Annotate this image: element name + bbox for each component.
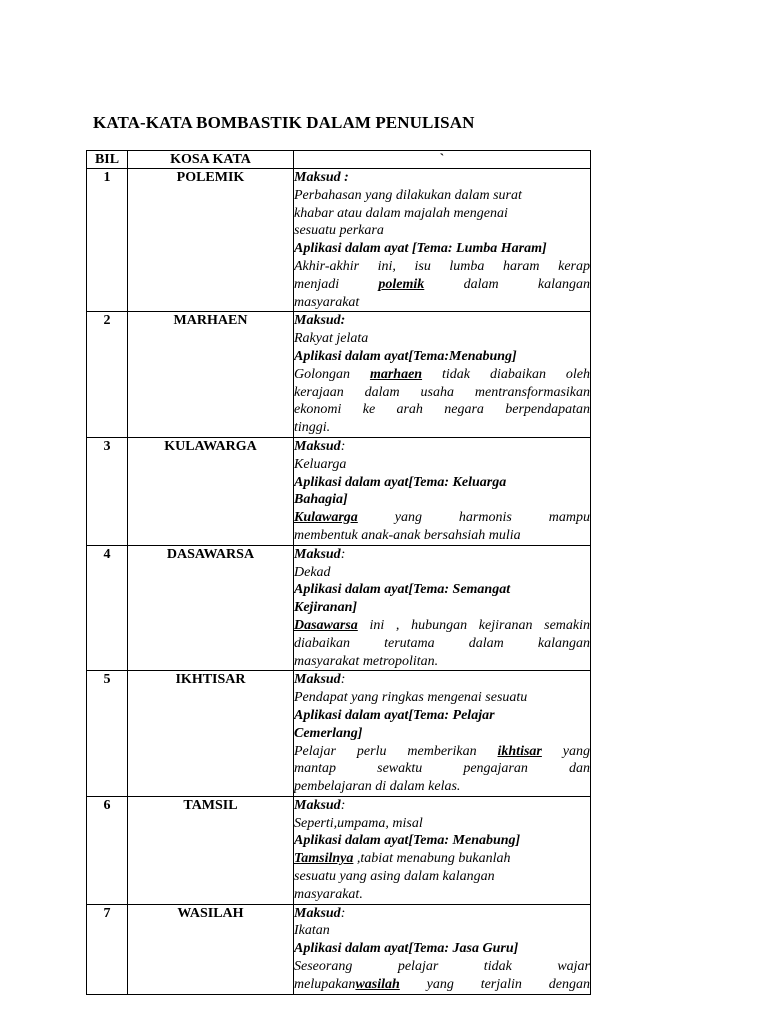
vocab-word: TAMSIL bbox=[128, 796, 294, 904]
table-header-row bbox=[87, 151, 591, 169]
aplikasi-label: Aplikasi dalam ayat[Tema: Semangat bbox=[294, 582, 511, 598]
maksud-line: Ikatan bbox=[294, 923, 330, 939]
keyword: marhaen bbox=[369, 366, 423, 382]
aplikasi-label: Bahagia] bbox=[294, 492, 348, 508]
example-line: Seseorang pelajar tidak wajar bbox=[294, 959, 590, 975]
table-row bbox=[87, 437, 591, 545]
word-description bbox=[294, 545, 591, 671]
keyword: ikhtisar bbox=[497, 743, 542, 759]
example-line: membentuk anak-anak bersahsiah mulia bbox=[294, 527, 521, 543]
example-line: Pelajar perlu memberikan ikhtisar yang bbox=[294, 743, 590, 759]
table-row bbox=[87, 904, 591, 994]
table-row bbox=[87, 169, 591, 312]
header-kosa-kata: KOSA KATA bbox=[128, 151, 294, 169]
example-line: Akhir-akhir ini, isu lumba haram kerap bbox=[294, 258, 590, 274]
vocab-word: POLEMIK bbox=[128, 169, 294, 312]
example-line: Tamsilnya ,tabiat menabung bukanlah bbox=[294, 851, 511, 867]
keyword: polemik bbox=[378, 276, 425, 292]
aplikasi-label: Kejiranan] bbox=[294, 600, 358, 616]
maksud-label: Maksud : bbox=[294, 170, 349, 185]
aplikasi-label: Cemerlang] bbox=[294, 725, 363, 741]
vocab-word: IKHTISAR bbox=[128, 671, 294, 797]
maksud-line: Rakyat jelata bbox=[294, 331, 369, 347]
example-line: melupakanwasilah yang terjalin dengan bbox=[294, 976, 590, 992]
aplikasi-label: Aplikasi dalam ayat[Tema: Jasa Guru] bbox=[294, 941, 519, 957]
row-number: 1 bbox=[87, 169, 128, 312]
aplikasi-label: Aplikasi dalam ayat[Tema: Menabung] bbox=[294, 833, 521, 849]
table-row bbox=[87, 796, 591, 904]
maksud-line: Dekad bbox=[294, 564, 331, 580]
maksud-label: Maksud: bbox=[294, 313, 346, 329]
maksud-line: Keluarga bbox=[294, 456, 347, 472]
keyword: Tamsilnya bbox=[294, 851, 354, 867]
example-line: pembelajaran di dalam kelas. bbox=[294, 779, 461, 795]
maksud-label: Maksud: bbox=[294, 672, 346, 688]
document-title: KATA-KATA BOMBASTIK DALAM PENULISAN bbox=[93, 113, 475, 132]
example-line: diabaikan terutama dalam kalangan bbox=[294, 635, 590, 651]
aplikasi-label: Aplikasi dalam ayat[Tema: Pelajar bbox=[294, 707, 495, 723]
vocab-word: DASAWARSA bbox=[128, 545, 294, 671]
example-line: Golongan marhaen tidak diabaikan oleh bbox=[294, 366, 591, 382]
vocab-word: MARHAEN bbox=[128, 312, 294, 438]
maksud-label: Maksud: bbox=[294, 438, 346, 454]
maksud-label: Maksud: bbox=[294, 797, 346, 813]
row-number: 7 bbox=[87, 904, 128, 994]
aplikasi-label: Aplikasi dalam ayat [Tema: Lumba Haram] bbox=[294, 241, 547, 257]
vocab-word: KULAWARGA bbox=[128, 437, 294, 545]
maksud-label: Maksud: bbox=[294, 905, 346, 921]
vocab-word: WASILAH bbox=[128, 904, 294, 994]
example-line: mantap sewaktu pengajaran dan bbox=[294, 761, 590, 777]
row-number: 4 bbox=[87, 545, 128, 671]
header-bil: BIL bbox=[87, 151, 128, 169]
table-row bbox=[87, 545, 591, 671]
example-line: ekonomi ke arah negara berpendapatan bbox=[294, 402, 590, 418]
example-line: sesuatu yang asing dalam kalangan bbox=[294, 869, 495, 885]
example-line: masyarakat metropolitan. bbox=[294, 653, 439, 669]
keyword: Dasawarsa bbox=[294, 617, 358, 633]
maksud-line: Perbahasan yang dilakukan dalam surat bbox=[294, 187, 522, 203]
row-number: 3 bbox=[87, 437, 128, 545]
header-third: ` bbox=[294, 151, 591, 169]
word-description bbox=[294, 169, 591, 312]
maksud-line: khabar atau dalam majalah mengenai bbox=[294, 205, 508, 221]
example-line: menjadi polemik dalam kalangan bbox=[294, 276, 590, 292]
aplikasi-label: Aplikasi dalam ayat[Tema: Keluarga bbox=[294, 474, 507, 490]
maksud-line: Seperti,umpama, misal bbox=[294, 815, 423, 831]
table-row bbox=[87, 671, 591, 797]
word-description bbox=[294, 904, 591, 994]
keyword: wasilah bbox=[355, 976, 400, 992]
aplikasi-label: Aplikasi dalam ayat[Tema:Menabung] bbox=[294, 348, 517, 364]
row-number: 5 bbox=[87, 671, 128, 797]
table-row bbox=[87, 312, 591, 438]
word-description bbox=[294, 437, 591, 545]
maksud-line: Pendapat yang ringkas mengenai sesuatu bbox=[294, 690, 528, 706]
example-line: masyarakat. bbox=[294, 886, 363, 902]
maksud-line: sesuatu perkara bbox=[294, 223, 384, 239]
word-description bbox=[294, 671, 591, 797]
word-description bbox=[294, 312, 591, 438]
example-line: tinggi. bbox=[294, 420, 331, 436]
keyword: Kulawarga bbox=[294, 510, 358, 526]
example-line: Kulawarga yang harmonis mampu bbox=[294, 510, 590, 526]
maksud-label: Maksud: bbox=[294, 546, 346, 562]
word-description bbox=[294, 796, 591, 904]
example-line: masyarakat bbox=[294, 294, 360, 310]
example-line: Dasawarsa ini , hubungan kejiranan semakin bbox=[294, 617, 590, 633]
row-number: 6 bbox=[87, 796, 128, 904]
row-number: 2 bbox=[87, 312, 128, 438]
example-line: kerajaan dalam usaha mentransformasikan bbox=[294, 384, 590, 400]
vocabulary-table bbox=[86, 150, 591, 995]
